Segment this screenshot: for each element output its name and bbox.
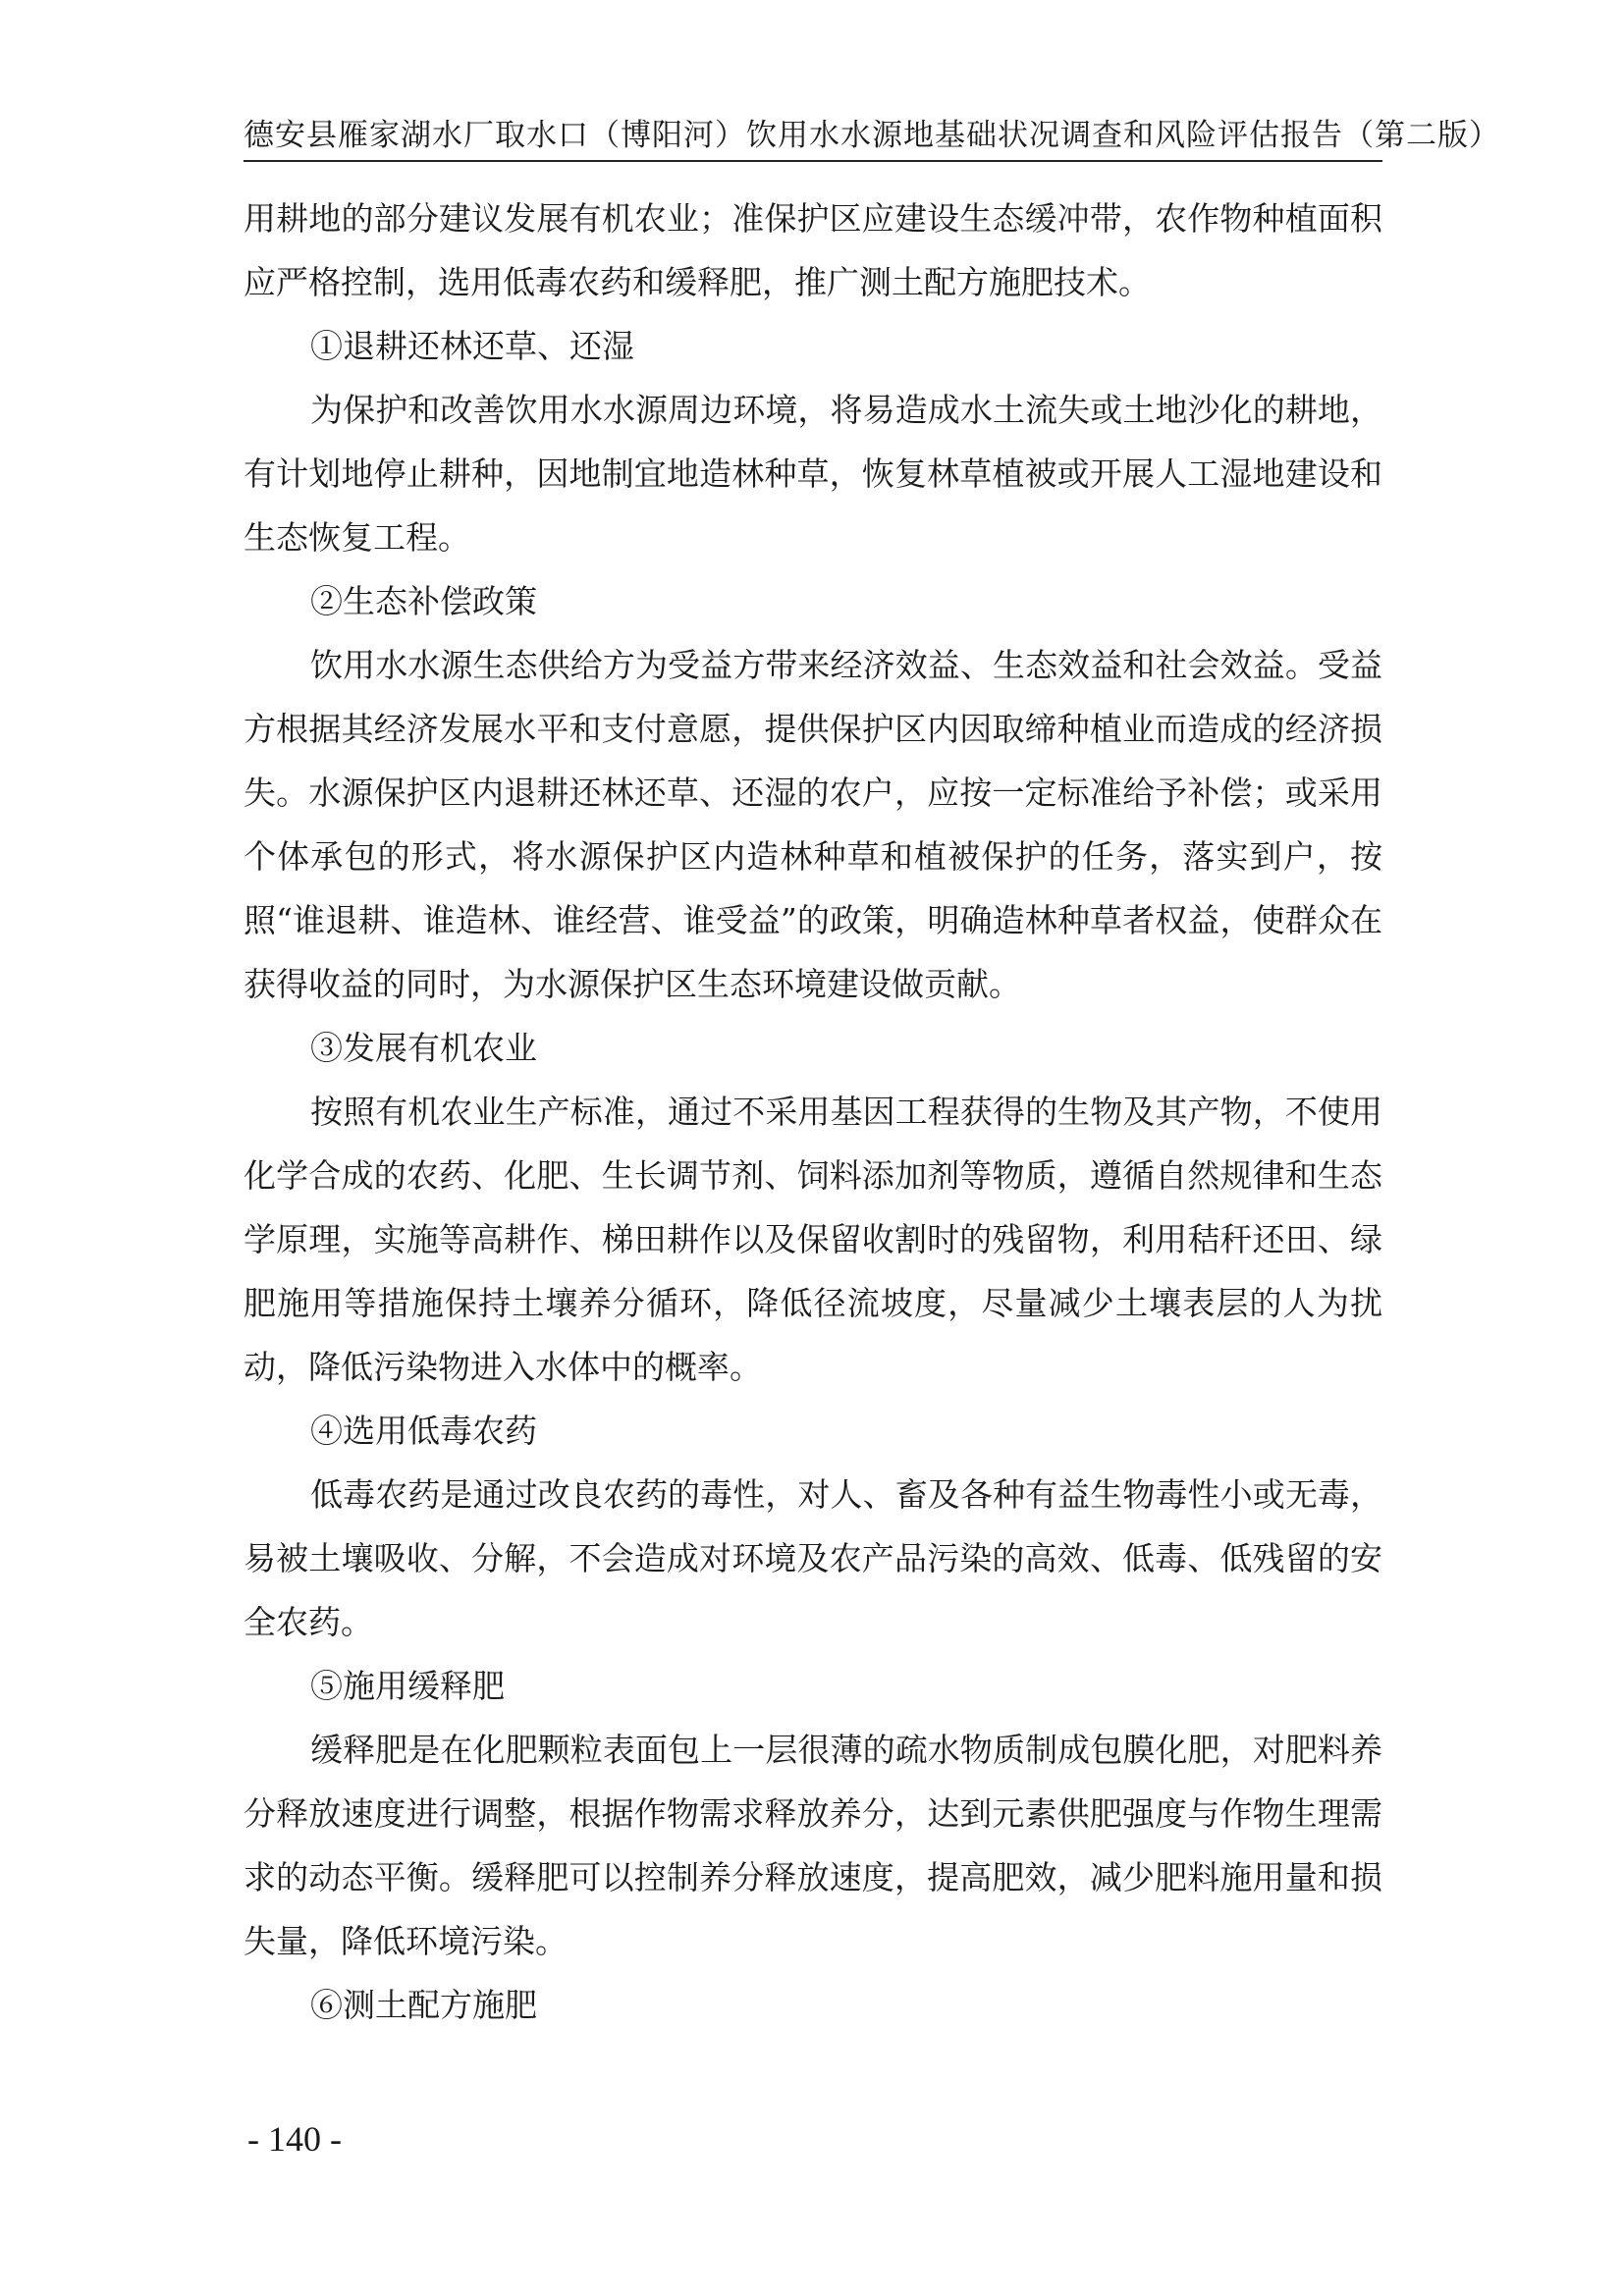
paragraph-organic-agriculture: 按照有机农业生产标准，通过不采用基因工程获得的生物及其产物，不使用化学合成的农药、化肥、生长调节剂、饲料添加剂等物质，遵循自然规律和生态学原理，实施等高耕作、梯田耕作以及保留收割时的残留物，利用秸秆还田、绿肥施用等措施保持土壤养分循环，降低径流坡度，尽量减少土壤表层的人为扰动，降低污染物进入水体中的概率。	[244, 1093, 1382, 1386]
section-heading-soil-testing-fertilization: ⑥测土配方施肥	[310, 1986, 537, 2024]
header-rule	[244, 160, 1382, 162]
document-body	[244, 187, 1382, 2037]
paragraph-low-toxicity-pesticide: 低毒农药是通过改良农药的毒性，对人、畜及各种有益生物毒性小或无毒，易被土壤吸收、分解，不会造成对环境及农产品污染的高效、低毒、低残留的安全农药。	[244, 1475, 1382, 1641]
paragraph-eco-compensation: 饮用水水源生态供给方为受益方带来经济效益、生态效益和社会效益。受益方根据其经济发展水平和支付意愿，提供保护区内因取缔种植业而造成的经济损失。水源保护区内退耕还林还草、还湿的农户，应按一定标准给予补偿；或采用个体承包的形式，将水源保护区内造林种草和植被保护的任务，落实到户，按照“谁退耕、谁造林、谁经营、谁受益”的政策，明确造林种草者权益，使群众在获得收益的同时，为水源保护区生态环境建设做贡献。	[244, 646, 1382, 1003]
section-heading-eco-compensation: ②生态补偿政策	[310, 582, 537, 620]
running-header: 德安县雁家湖水厂取水口（博阳河）饮用水水源地基础状况调查和风险评估报告（第二版）	[244, 118, 1500, 153]
page-number: - 140 -	[247, 2119, 342, 2159]
section-heading-organic-agriculture: ③发展有机农业	[310, 1029, 537, 1067]
section-heading-returning-farmland: ①退耕还林还草、还湿	[310, 327, 634, 365]
paragraph-continuation: 用耕地的部分建议发展有机农业；准保护区应建设生态缓冲带，农作物种植面积应严格控制，选用低毒农药和缓释肥，推广测土配方施肥技术。	[244, 199, 1382, 301]
section-heading-low-toxicity-pesticide: ④选用低毒农药	[310, 1412, 537, 1450]
section-heading-slow-release-fertilizer: ⑤施用缓释肥	[310, 1667, 505, 1705]
paragraph-slow-release-fertilizer: 缓释肥是在化肥颗粒表面包上一层很薄的疏水物质制成包膜化肥，对肥料养分释放速度进行调整，根据作物需求释放养分，达到元素供肥强度与作物生理需求的动态平衡。缓释肥可以控制养分释放速度，提高肥效，减少肥料施用量和损失量，降低环境污染。	[244, 1731, 1382, 1960]
paragraph-returning-farmland: 为保护和改善饮用水水源周边环境，将易造成水土流失或土地沙化的耕地，有计划地停止耕种，因地制宜地造林种草，恢复林草植被或开展人工湿地建设和生态恢复工程。	[244, 391, 1382, 557]
